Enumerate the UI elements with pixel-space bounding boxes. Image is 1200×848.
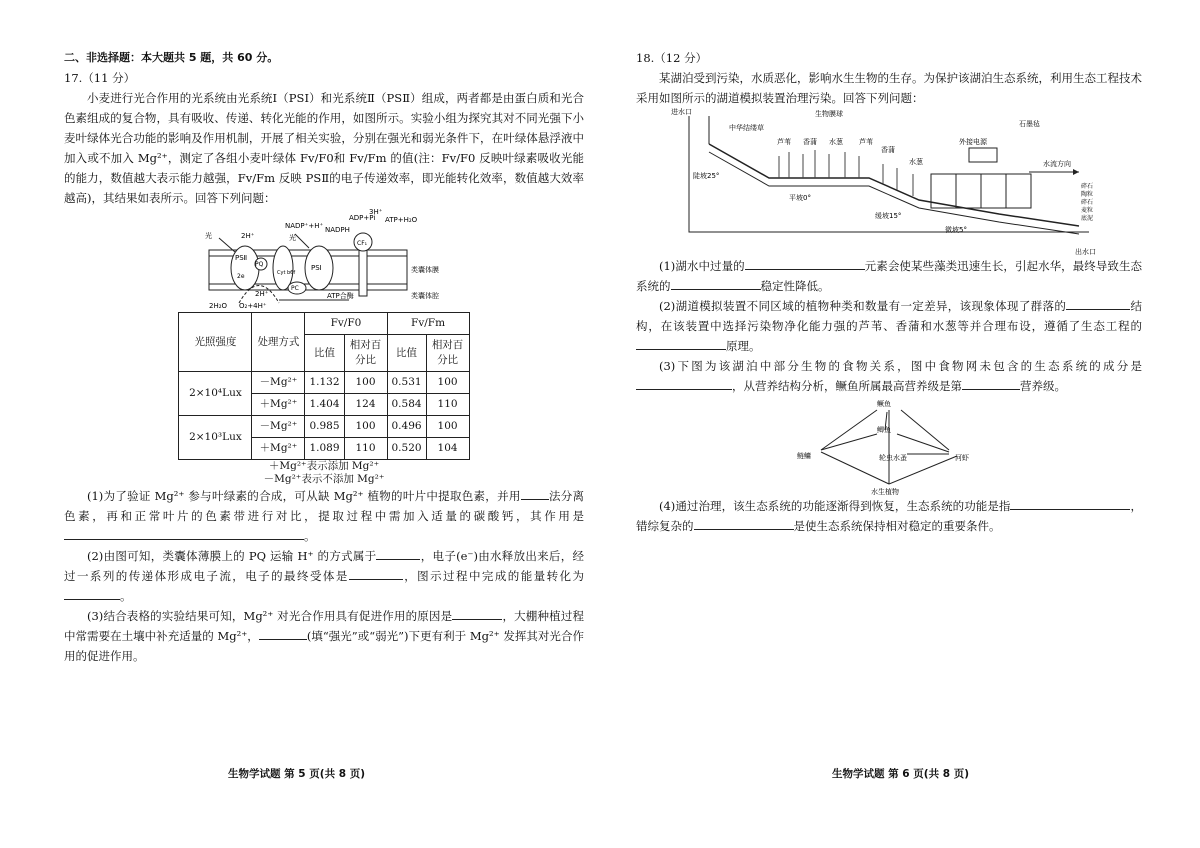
q18-sub-4 <box>636 496 1142 536</box>
fig-psii: PSⅡ <box>235 254 248 262</box>
cell-c: 0.520 <box>387 438 426 460</box>
q17-s3-text-b: ，大棚种植过程中常需要在土壤中补充适量的 Mg²⁺， <box>64 609 584 643</box>
q18-sub-1 <box>636 256 1142 296</box>
table-note-2: －Mg²⁺表示不添加 Mg²⁺ <box>263 473 385 485</box>
left-page <box>64 48 584 666</box>
fig-e: 2e <box>237 273 245 280</box>
question-18-intro: 某湖泊受到污染，水质恶化，影响水生生物的生存。为保护该湖泊生态系统，利用生态工程技术采用如图所示的湖道模拟装置治理污染。回答下列问题： <box>636 71 1142 105</box>
q17-s2-text-b: ，电子(e⁻)由水释放出来后，经过一系列的传递体形成电子流，电子的最终受体是 <box>64 549 584 583</box>
results-table <box>178 312 469 460</box>
fig-layer-2: 陶粒 <box>1081 191 1094 198</box>
food-web-diagram <box>789 396 989 496</box>
fig-steep: 陡坡25° <box>693 172 720 180</box>
cell-b: 100 <box>344 416 387 438</box>
fig-cyt: Cyt b6f <box>277 270 296 276</box>
fig-graphite: 石墨毡 <box>1019 120 1040 128</box>
fig-layer-1: 碎石 <box>1081 183 1094 190</box>
table-row <box>179 372 469 394</box>
q17-s1-text-c: 。 <box>304 529 316 543</box>
right-page <box>636 48 1142 536</box>
cell-a: 1.404 <box>305 394 344 416</box>
q17-s3-text-c: (填“强光”或“弱光”)下更有利于 Mg²⁺ 发挥其对光合作用的促进作用。 <box>64 629 584 663</box>
fig-gentle: 缓坡15° <box>875 212 902 220</box>
answer-blank[interactable] <box>962 377 1020 390</box>
q17-s2-text-a: (2)由图可知，类囊体薄膜上的 PQ 运输 H⁺ 的方式属于 <box>87 549 377 563</box>
fig-cf: CF₁ <box>357 240 368 247</box>
fig-layer-3: 碎石 <box>1081 199 1094 206</box>
th-rel-1: 相对百分比 <box>344 335 387 372</box>
fig-o2: O₂+4H⁺ <box>239 302 267 310</box>
fig-outlet: 出水口 <box>1075 248 1096 256</box>
answer-blank[interactable] <box>671 277 761 290</box>
question-18-number: 18.（12 分） <box>636 51 708 65</box>
answer-blank[interactable] <box>376 547 420 560</box>
page-footer-left: 生物学试题 第 5 页(共 8 页) <box>228 768 365 780</box>
section-heading: 二、非选择题：本大题共 5 题，共 60 分。 <box>64 51 279 64</box>
q18-s4-text-c: 是使生态系统保持相对稳定的重要条件。 <box>793 519 1001 533</box>
q18-s1-text-c: 稳定性降低。 <box>760 279 830 293</box>
fig-membrane: 类囊体膜 <box>411 266 439 274</box>
table-row <box>179 416 469 438</box>
answer-blank[interactable] <box>694 517 794 530</box>
fig-layer-4: 麦粒 <box>1081 207 1094 214</box>
q18-s4-text-a: (4)通过治理，该生态系统的功能逐渐得到恢复，生态系统的功能是指 <box>659 499 1011 513</box>
q18-s2-text-a: (2)湖道模拟装置不同区域的植物种类和数量有一定差异，该现象体现了群落的 <box>659 299 1067 313</box>
fw-top: 鳜鱼 <box>877 400 891 408</box>
fig-flow: 水流方向 <box>1043 160 1071 168</box>
fig-pc: PC <box>291 285 299 292</box>
fw-left: 鲢鳙 <box>797 452 811 460</box>
fig-inlet: 进水口 <box>671 108 692 116</box>
cell-b: 110 <box>344 438 387 460</box>
q18-s2-text-b: 结构，在该装置中选择污染物净化能力强的芦苇、香蒲和水葱等并合理布设，遵循了生态工程的 <box>636 299 1142 333</box>
cell-c: 0.584 <box>387 394 426 416</box>
fig-power: 外接电源 <box>959 138 987 146</box>
th-treat: 处理方式 <box>252 313 305 372</box>
th-ratio-1: 比值 <box>305 335 344 372</box>
fig-reed-1: 芦苇 <box>777 138 791 146</box>
answer-blank[interactable] <box>1010 497 1130 510</box>
q18-s1-text-a: (1)湖水中过量的 <box>659 259 745 273</box>
answer-blank[interactable] <box>349 567 403 580</box>
q17-s1-text-b: 法分离色素，再和正常叶片的色素带进行对比，提取过程中需加入适量的碳酸钙，其作用是 <box>64 489 585 523</box>
th-light: 光照强度 <box>179 313 252 372</box>
fig-light-2: 光 <box>289 234 296 242</box>
q18-s4-text-b: ，错综复杂的 <box>636 499 1142 533</box>
cell-treat: －Mg²⁺ <box>252 416 305 438</box>
th-rel-2: 相对百分比 <box>426 335 469 372</box>
q17-sub-3 <box>64 606 584 666</box>
fw-right: 河虾 <box>955 454 969 462</box>
cell-b: 124 <box>344 394 387 416</box>
q18-sub-2 <box>636 296 1142 356</box>
fw-center: 轮虫水蚤 <box>879 454 907 462</box>
th-fvfm: Fv/Fm <box>387 313 469 335</box>
q17-s1-text-a: (1)为了验证 Mg²⁺ 参与叶绿素的合成，可从缺 Mg²⁺ 植物的叶片中提取色素，并用 <box>87 489 521 503</box>
cell-treat: －Mg²⁺ <box>252 372 305 394</box>
fw-bottom: 水生植物 <box>871 488 899 496</box>
q18-s3-text-c: 营养级。 <box>1020 379 1066 393</box>
q17-s2-text-c: ，图示过程中完成的能量转化为 <box>402 569 585 583</box>
lake-channel-diagram <box>669 108 1109 256</box>
cell-d: 100 <box>426 416 469 438</box>
cell-c: 0.496 <box>387 416 426 438</box>
fig-h2o: 2H₂O <box>209 302 228 310</box>
fig-reed-2: 芦苇 <box>859 138 873 146</box>
q18-s1-text-b: 元素会使某些藻类迅速生长，引起水华，最终导致生态系统的 <box>636 259 1143 293</box>
fig-h-1: 2H⁺ <box>241 232 255 240</box>
fig-adp: ADP+Pi <box>349 214 376 222</box>
fig-calamus-2: 水葱 <box>909 158 923 166</box>
fig-chinese-grass: 中华结缕草 <box>729 124 764 132</box>
q17-sub-2 <box>64 546 584 606</box>
fig-h-2: 2H⁺ <box>255 290 269 298</box>
cell-d: 104 <box>426 438 469 460</box>
cell-a: 1.089 <box>305 438 344 460</box>
answer-blank[interactable] <box>452 607 502 620</box>
cell-d: 100 <box>426 372 469 394</box>
q17-s2-text-d: 。 <box>120 589 132 603</box>
answer-blank[interactable] <box>259 627 307 640</box>
cell-light: 2×10⁴Lux <box>179 372 252 416</box>
fig-slight: 微坡5° <box>945 226 967 234</box>
q17-sub-1 <box>64 486 584 546</box>
question-17-intro: 小麦进行光合作用的光系统由光系统Ⅰ（PSⅠ）和光系统Ⅱ（PSⅡ）组成，两者都是由蛋白质和光合色素组成的复合物，具有吸收、传递、转化光能的作用，如图所示。实验小组为探究其对不同光强下小麦叶绿体光合功能的影响及作用机制，开展了相关实验，分别在强光和弱光条件下，在叶绿体悬浮液中加入或不加入 Mg²⁺，测定了各组小麦叶绿体 Fv/F0和 Fv/Fm 的值(注：Fv/F0 反映叶绿素吸收光能的能力，数值越大表示能力越强，Fv/Fm 反映 PSⅡ的电子传递效率，即光能转化效率，数值越大效率越高)，其结果如表所示。回答下列问题： <box>64 91 584 205</box>
q18-s3-text-a: (3)下图为该湖泊中部分生物的食物关系，图中食物网未包含的生态系统的成分是 <box>659 359 1142 373</box>
question-17-number: 17.（11 分） <box>64 71 136 85</box>
fig-nadph: NADPH <box>325 226 350 234</box>
cell-a: 1.132 <box>305 372 344 394</box>
page-footer-right: 生物学试题 第 6 页(共 8 页) <box>832 768 969 780</box>
answer-blank[interactable] <box>64 527 304 540</box>
th-ratio-2: 比值 <box>387 335 426 372</box>
answer-blank[interactable] <box>636 377 732 390</box>
fig-cattail-1: 香蒲 <box>803 138 817 146</box>
answer-blank[interactable] <box>521 487 549 500</box>
q18-s2-text-c: 原理。 <box>726 339 761 353</box>
fw-mid: 鲫鱼 <box>877 426 891 434</box>
cell-d: 110 <box>426 394 469 416</box>
fig-psi: PSⅠ <box>311 264 322 272</box>
fig-pq: PQ <box>255 261 264 268</box>
fig-atpase: ATP合酶 <box>327 292 354 300</box>
th-fvf0: Fv/F0 <box>305 313 387 335</box>
answer-blank[interactable] <box>745 257 865 270</box>
cell-treat: ＋Mg²⁺ <box>252 438 305 460</box>
fig-calamus-1: 水葱 <box>829 138 843 146</box>
q18-sub-3 <box>636 356 1142 396</box>
cell-treat: ＋Mg²⁺ <box>252 394 305 416</box>
photosystem-diagram <box>199 208 449 310</box>
fig-atp: ATP+H₂O <box>385 216 418 224</box>
answer-blank[interactable] <box>636 337 726 350</box>
fig-nadp: NADP⁺+H⁺ <box>285 222 324 230</box>
fig-lumen: 类囊体腔 <box>411 292 439 300</box>
cell-b: 100 <box>344 372 387 394</box>
fig-flat: 平坡0° <box>789 194 811 202</box>
fig-cattail-2: 香蒲 <box>881 146 895 154</box>
q18-s3-text-b: ，从营养结构分析，鳜鱼所属最高营养级是第 <box>732 379 962 393</box>
cell-light: 2×10³Lux <box>179 416 252 460</box>
q17-s3-text-a: (3)结合表格的实验结果可知，Mg²⁺ 对光合作用具有促进作用的原因是 <box>87 609 453 623</box>
table-note-1: ＋Mg²⁺表示添加 Mg²⁺ <box>268 460 380 472</box>
fig-layer-5: 底泥 <box>1081 215 1094 222</box>
answer-blank[interactable] <box>64 587 120 600</box>
fig-h-3: 3H⁺ <box>369 208 383 216</box>
cell-c: 0.531 <box>387 372 426 394</box>
fig-light-1: 光 <box>205 232 212 240</box>
answer-blank[interactable] <box>1066 297 1130 310</box>
fig-film: 生物膜球 <box>815 110 843 118</box>
cell-a: 0.985 <box>305 416 344 438</box>
